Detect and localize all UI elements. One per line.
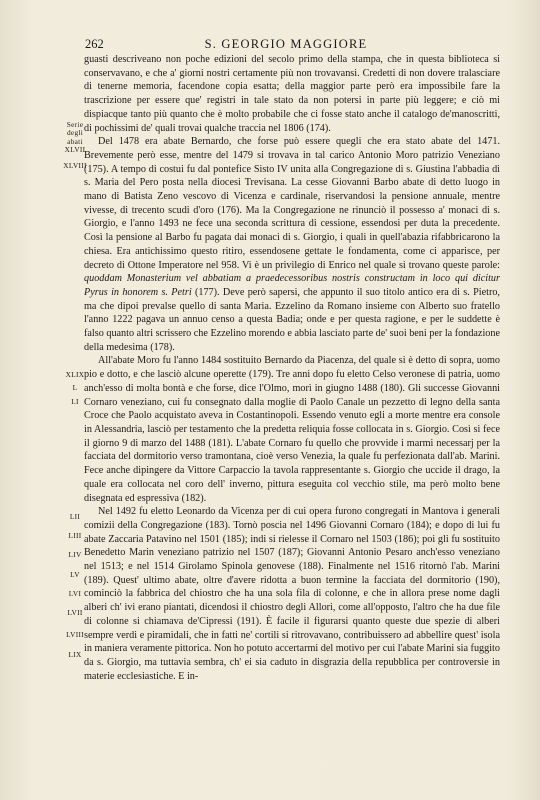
margin-note-series-line-2: degli — [66, 128, 84, 138]
margin-note-lv: LV — [70, 570, 80, 579]
margin-note-series-line-1: Serie — [66, 120, 84, 129]
margin-note-li: LI — [71, 397, 79, 406]
paragraph-abate-moro: All'abate Moro fu l'anno 1484 sostituito Bernardo da Piacenza, del quale si è detto di sopra, uomo pio e dotto, e che lasciò alcune operette (179). Tre anni dopo fu eletto Celso veronese di patria, uomo anch'esso di molta bontà e che forse, dice l'Olmo, morì in giugno 1488 (180). Gli successe Giovanni Cornaro veneziano, cui fu consegnato dalla moglie di Paolo Canale un pezzetto di legno della santa Croce che Paolo acquistato aveva in Costantinopoli. Essendo venuto egli a morte mentre era console in Alessandria, lasciò per testamento che la predetta reliquia fosse collocata in s. Giorgio. Così si fece il giorno 9 di marzo del 1488 (181). L'abate Cornaro fu quello che provvide i marmi necessarj per la facciata del dormitorio verso tramontana, cioè verso Venezia, la quale fu perfezionata dall'ab. Marini. Fece anche dipingere da Vittore Carpaccio la tavola rappresentante s. Giorgio che uccide il drago, la quale era collocata nel coro dell' inverno, pittura eseguita col vecchio stile, ma però molto bene disegnata ed espressiva (182). — [84, 355, 500, 504]
margin-note-liv: LIV — [68, 550, 82, 559]
margin-note-l: L — [72, 383, 78, 392]
margin-note-series-line-4: XLVII — [64, 145, 86, 155]
latin-quotation: quoddam Monasterium vel abbatiam a praedecessoribus nostris constructam in loco qui dicitur Pyrus in honorem s. Petri — [84, 273, 500, 298]
margin-note-lvi: LVI — [68, 589, 82, 598]
paragraph-abate-bernardo-text-end: (177). Deve però sapersi, che appunto il suo titolo antico era di s. Pietro, ma che dipoi prevalse quello di santa Maria. Ezzelino da Romano insieme con Alberto suo fratello l'anno 1222 pagava un annuo censo a questa Badia; onde e per questa ragione, e per le suddette è falso quanto altri scrissero che Ezzelino morendo e abbia lasciato parte de' suoi beni per la fondazione della medesima (178). — [84, 286, 500, 353]
margin-note-lix: LIX — [68, 650, 82, 659]
paragraph-leonardo-vicenza: Nel 1492 fu eletto Leonardo da Vicenza per di cui opera furono congregati in Mantova i generali comizii della Congregazione (183). Tornò poscia nel 1496 Giovanni Cornaro (184); e dopo di lui fu abate Zaccaria Patavino nel 1501 (185); indi si rielesse il Cornaro nel 1503 (186); poi gli fu sostituito Benedetto Marin veneziano patrizio nel 1507 (187); Giovanni Antonio Pesaro anch'esso veneziano nel 1513; e nel 1514 Girolamo Spinola genovese (188). Finalmente nel 1516 ritornò l'ab. Marini (189). Quest' ultimo abate, oltre d'avere ridotta a buon termine la facciata del dormitorio (190), cominciò la fabbrica del chiostro che ha una sola fila di colonne, e che in allora prese nome dagli alberi ch' ivi erano piantati, dicendosi il chiostro degli Allori, come all'opposto, l'altro che ha due file di colonne si chiamava de'Cipressi (191). È facile il figurarsi quanto queste due spezie di alberi sempre verdi e piramidali, che in fatti ne' cortili si ritrovavano, contribuissero ad abbellire quest' isola in maniera veramente pittorica. Non ho potuto accertarmi del motivo per cui l'abate Marini sia fuggito da s. Giorgio, ma tuttavia sembra, ch' ei sia caduto in disgrazia della repubblica per controversie in materie ecclesiastiche. E in- — [84, 506, 500, 682]
page-number: 262 — [85, 37, 104, 51]
margin-note-xlix: XLIX — [65, 370, 85, 379]
margin-note-xlviii: XLVIII — [63, 161, 87, 170]
margin-note-series-line-3: abati — [67, 136, 83, 146]
margin-note-liii: LIII — [68, 531, 82, 540]
page-header — [80, 37, 492, 53]
paragraph-continued: guasti descriveano non poche edizioni del secolo primo della stampa, che in questa biblioteca si conservavano, e che a' giorni nostri certamente più non trovavansi. Credetti di non dovere tralasciare di tenerne memoria, facendone copia esatta; della maggior parte però era impossibile fare la trascrizione per essere que' registri in tale stato da non potersi in parte più leggere; e ciò mi dispiacque tanto più quanto che è molto probabile che ci fosse stato anche il catalogo de'manoscritti, di pochissimi de' quali trovai qualche traccia nel 1806 (174). — [84, 54, 500, 134]
margin-note-lvii: LVII — [67, 608, 83, 617]
paragraph-abate-bernardo-text: Del 1478 era abate Bernardo, che forse può essere quegli che era stato abate del 1471. Brevemente però esse, mentre del 1479 si trovava in tal carico Antonio Moro patrizio Veneziano (175). A tempo di costui fu dal pontefice Sisto IV unita alla Congregazione di s. Giustina l'abbadia di s. Maria del Pero posta nella diocesi Trevisana. La cesse Giovanni Barbo abate di detto luogo in mano di Batista Zeno vescovo di Vicenza e cardinale, riservandosi la pensione annuale, mentre vivesse, di trecento scudi d'oro (176). Ma la Congregazione ne rinunciò il possesso a' monaci di s. Giorgio, e l'anno 1493 ne fece una seconda scrittura di cessione, essendosi per duta la precedente. Così la pensione al Barbo fu pagata dai monaci di s. Giorgio, i quali in quell'abazia rifabbricarono la chiesa. Era antichissimo questo ritiro, essendosene gettate le fondamenta, come ci apparisce, per decreto di Ottone Imperatore nel 958. Vi è un privilegio di Enrico nel quale si trovano queste parole: — [84, 136, 500, 271]
margin-note-lviii: LVIII — [66, 630, 84, 639]
running-title: S. GEORGIO MAGGIORE — [204, 37, 368, 51]
margin-note-lii: LII — [69, 512, 81, 521]
body-text — [84, 53, 500, 683]
paragraph-abate-bernardo — [84, 135, 500, 354]
